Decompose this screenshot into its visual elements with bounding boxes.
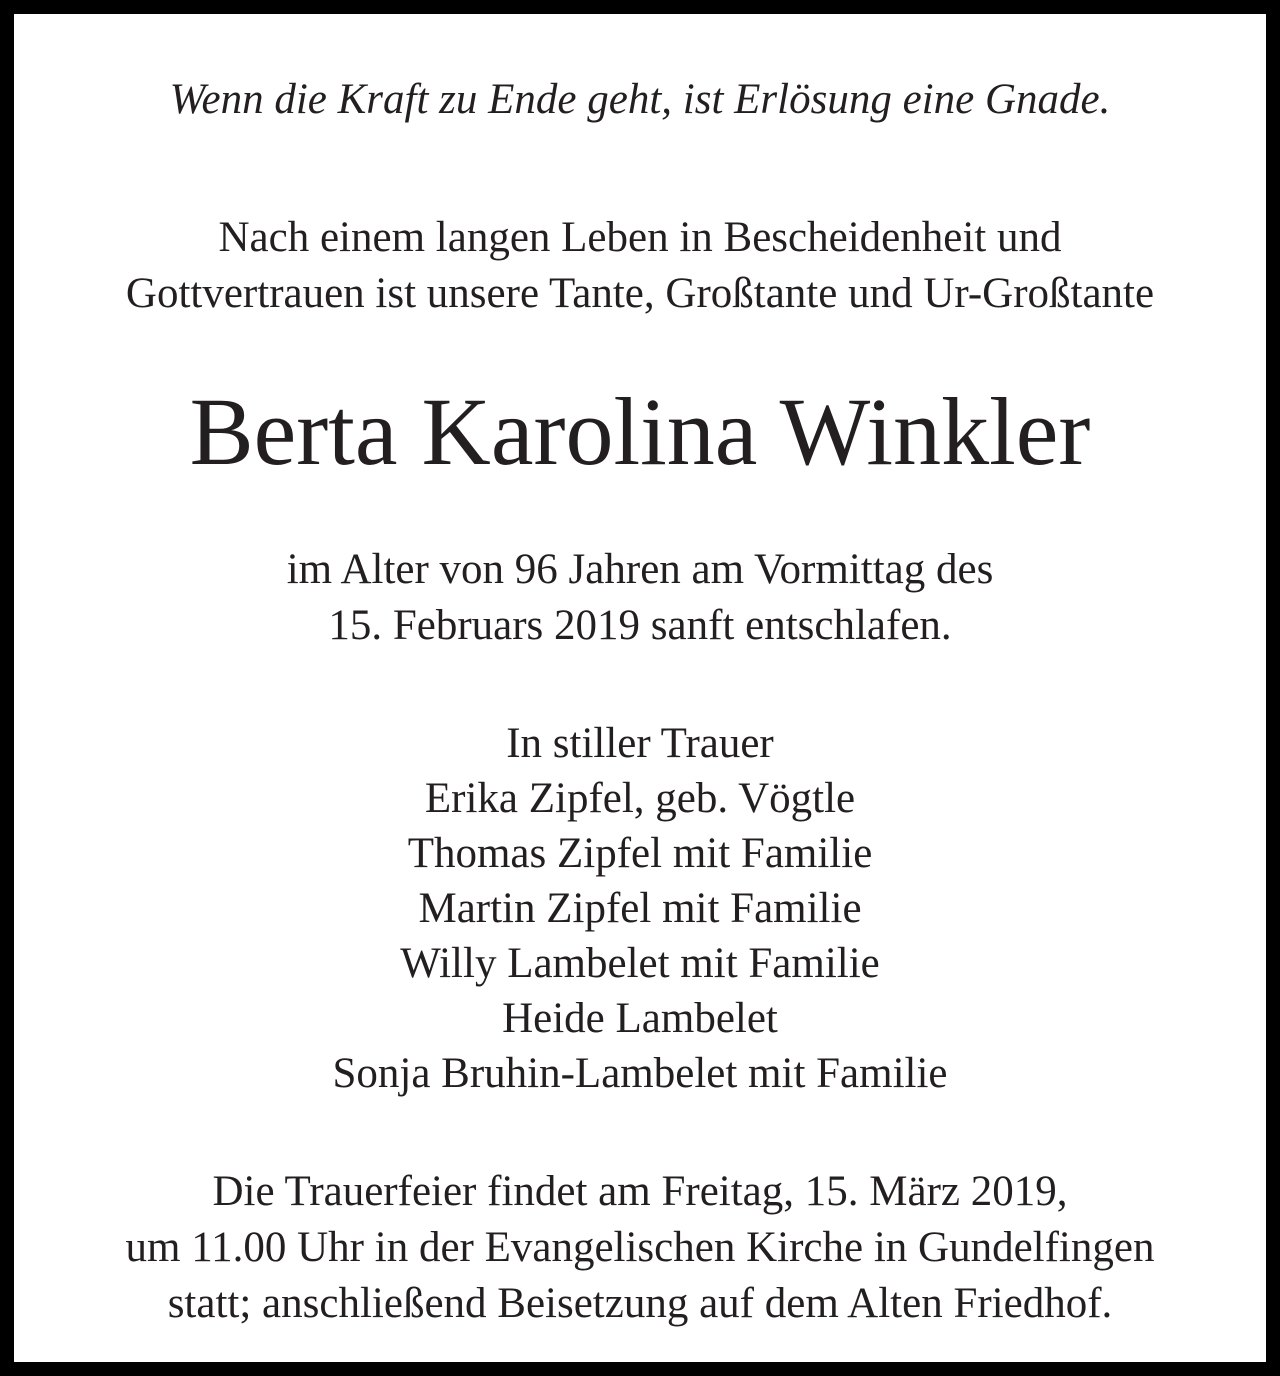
funeral-details bbox=[14, 1164, 1266, 1332]
funeral-line: Die Trauerfeier findet am Freitag, 15. März 2019, bbox=[212, 1168, 1068, 1215]
mourner-name: Willy Lambelet mit Familie bbox=[400, 940, 880, 987]
motto-quote: Wenn die Kraft zu Ende geht, ist Erlösung eine Gnade. bbox=[169, 76, 1111, 123]
intro-line: Nach einem langen Leben in Bescheidenheit und bbox=[218, 214, 1062, 261]
mourner-name: Erika Zipfel, geb. Vögtle bbox=[424, 775, 856, 822]
intro-line: Gottvertrauen ist unsere Tante, Großtante und Ur-Großtante bbox=[125, 270, 1155, 317]
funeral-line: um 11.00 Uhr in der Evangelischen Kirche in Gundelfingen bbox=[125, 1224, 1155, 1271]
mourner-name: Thomas Zipfel mit Familie bbox=[407, 830, 873, 877]
deceased-name: Berta Karolina Winkler bbox=[189, 378, 1091, 485]
obituary-notice bbox=[14, 14, 1266, 1362]
mourners-list bbox=[14, 716, 1266, 1101]
mourning-heading: In stiller Trauer bbox=[506, 720, 774, 767]
age-and-date-text bbox=[14, 542, 1266, 654]
mourner-name: Heide Lambelet bbox=[502, 995, 778, 1042]
mourner-name: Sonja Bruhin-Lambelet mit Familie bbox=[332, 1050, 948, 1097]
intro-text bbox=[14, 210, 1266, 322]
funeral-line: statt; anschließend Beisetzung auf dem Alten Friedhof. bbox=[167, 1280, 1113, 1327]
mourner-name: Martin Zipfel mit Familie bbox=[418, 885, 862, 932]
age-line: im Alter von 96 Jahren am Vormittag des bbox=[286, 546, 994, 593]
age-line: 15. Februars 2019 sanft entschlafen. bbox=[328, 602, 952, 649]
